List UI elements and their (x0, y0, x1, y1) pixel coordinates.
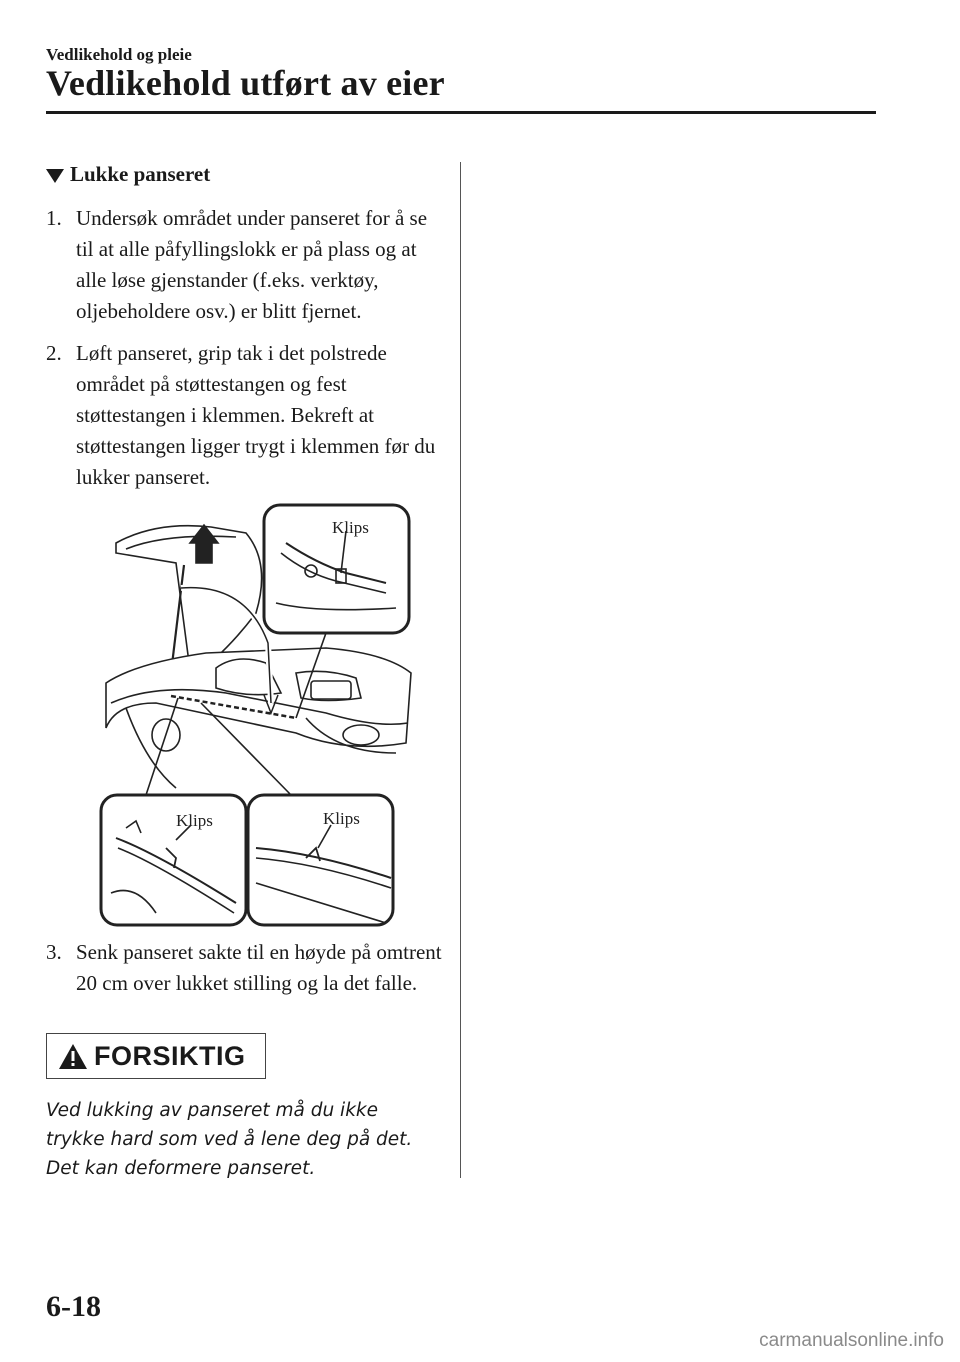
step-3 (46, 937, 446, 999)
page-title: Vedlikehold utført av eier (46, 63, 445, 103)
caution-text: Ved lukking av panseret må du ikke trykke hard som ved å lene deg på det. Det kan deformere panseret. (46, 1100, 413, 1179)
step-text: Undersøk området under panseret for å se til at alle påfyllingslokk er på plass og at alle løse gjenstander (f.eks. verktøy, oljebeholdere osv.) er blitt fjernet. (76, 206, 428, 323)
procedure-heading-text: Lukke panseret (70, 162, 211, 186)
title-rule (46, 111, 876, 114)
caution-label: FORSIKTIG (94, 1040, 246, 1071)
step-number: 3. (46, 940, 62, 964)
triangle-bullet-icon (46, 169, 64, 183)
caution-badge (46, 1033, 266, 1079)
watermark: carmanualsonline.info (759, 1330, 944, 1351)
step-1 (46, 203, 446, 327)
warning-triangle-icon (58, 1043, 88, 1070)
step-text: Løft panseret, grip tak i det polstrede området på støttestangen og fest støttestangen i klemmen. Bekreft at støttestangen ligger trygt i klemmen før du lukker panseret. (76, 341, 436, 489)
step-number: 1. (46, 206, 62, 230)
hood-prop-rod-illustration (96, 503, 416, 928)
callout-label-left: Klips (176, 811, 213, 830)
section-label: Vedlikehold og pleie (46, 45, 192, 64)
step-text: Senk panseret sakte til en høyde på omtrent 20 cm over lukket stilling og la det falle. (76, 940, 442, 995)
callout-label-right: Klips (323, 809, 360, 828)
step-2 (46, 338, 446, 493)
column-divider (460, 162, 461, 1178)
page-number: 6-18 (46, 1290, 101, 1323)
callout-label-top: Klips (332, 518, 369, 537)
step-number: 2. (46, 341, 62, 365)
procedure-heading (46, 162, 210, 187)
